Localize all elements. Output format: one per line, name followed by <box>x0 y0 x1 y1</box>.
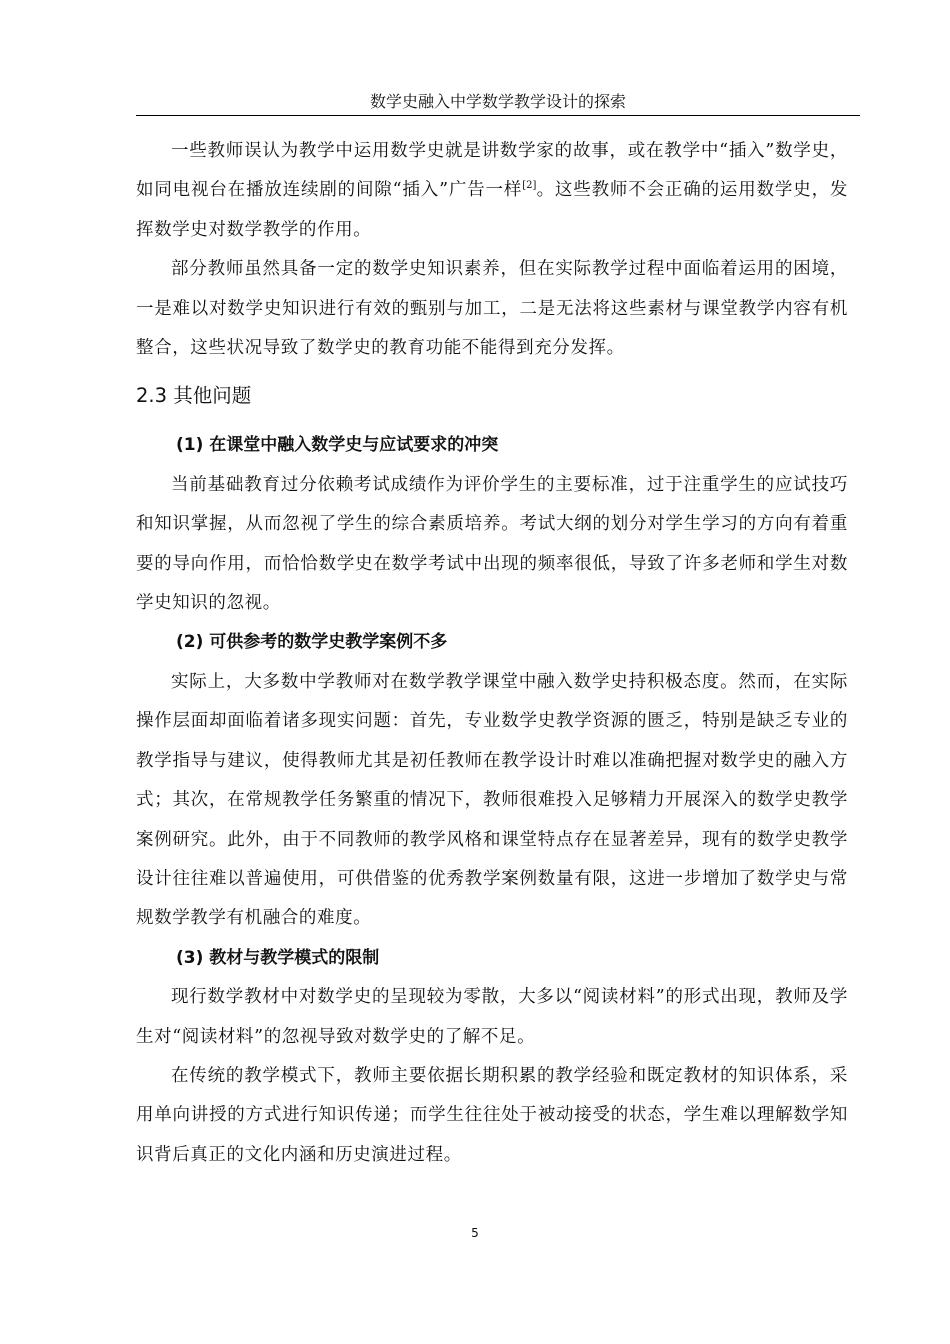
page-body <box>136 132 848 1175</box>
paragraph-dilemma: 部分教师虽然具备一定的数学史知识素养，但在实际教学过程中面临着运用的困境，一是难以对数学史知识进行有效的甄别与加工，二是无法将这些素材与课堂教学内容有机整合，这些状况导致了数学史的教育功能不能得到充分发挥。 <box>136 259 848 359</box>
page-number: 5 <box>471 1226 479 1240</box>
paragraph-misconception <box>136 132 848 250</box>
subsection-heading-exam-conflict: (1) 在课堂中融入数学史与应试要求的冲突 <box>176 435 499 456</box>
paragraph-exam-conflict: 当前基础教育过分依赖考试成绩作为评价学生的主要标准，过于注重学生的应试技巧和知识掌握，从而忽视了学生的综合素质培养。考试大纲的划分对学生学习的方向有着重要的导向作用，而恰恰数学史在数学考试中出现的频率很低，导致了许多老师和学生对数学史知识的忽视。 <box>136 474 848 614</box>
paragraph-few-cases: 实际上，大多数中学教师对在数学教学课堂中融入数学史持积极态度。然而，在实际操作层面却面临着诸多现实问题：首先，专业数学史教学资源的匮乏，特别是缺乏专业的教学指导与建议，使得教师尤其是初任教师在教学设计时难以准确把握对数学史的融入方式；其次，在常规教学任务繁重的情况下，教师很难投入足够精力开展深入的数学史教学案例研究。此外，由于不同教师的教学风格和课堂特点存在显著差异，现有的数学史教学设计往往难以普遍使用，可供借鉴的优秀教学案例数量有限，这进一步增加了数学史与常规数学教学有机融合的难度。 <box>136 671 848 929</box>
header-rule <box>136 115 860 116</box>
page-header-title: 数学史融入中学数学教学设计的探索 <box>369 92 626 111</box>
section-heading: 2.3 其他问题 <box>136 384 252 408</box>
citation-marker: [2] <box>522 180 537 192</box>
paragraph-textbook: 现行数学教材中对数学史的呈现较为零散，大多以“阅读材料”的形式出现，教师及学生对“阅读材料”的忽视导致对数学史的了解不足。 <box>136 987 848 1047</box>
subsection-heading-few-cases: (2) 可供参考的数学史教学案例不多 <box>176 632 448 653</box>
paragraph-teaching-mode: 在传统的教学模式下，教师主要依据长期积累的教学经验和既定教材的知识体系，采用单向讲授的方式进行知识传递；而学生往往处于被动接受的状态，学生难以理解数学知识背后真正的文化内涵和历史演进过程。 <box>136 1065 848 1165</box>
paragraph-text: 。这些教师不会正确的运用数学史，发挥数学史对数学教学的作用。 <box>136 180 848 240</box>
paragraph-text: 一些教师误认为教学中运用数学史就是讲数学家的故事，或在教学中“插入”数学史，如同电视台在播放连续剧的间隙“插入”广告一样 <box>136 141 848 201</box>
subsection-heading-textbook-limits: (3) 教材与教学模式的限制 <box>176 947 380 968</box>
